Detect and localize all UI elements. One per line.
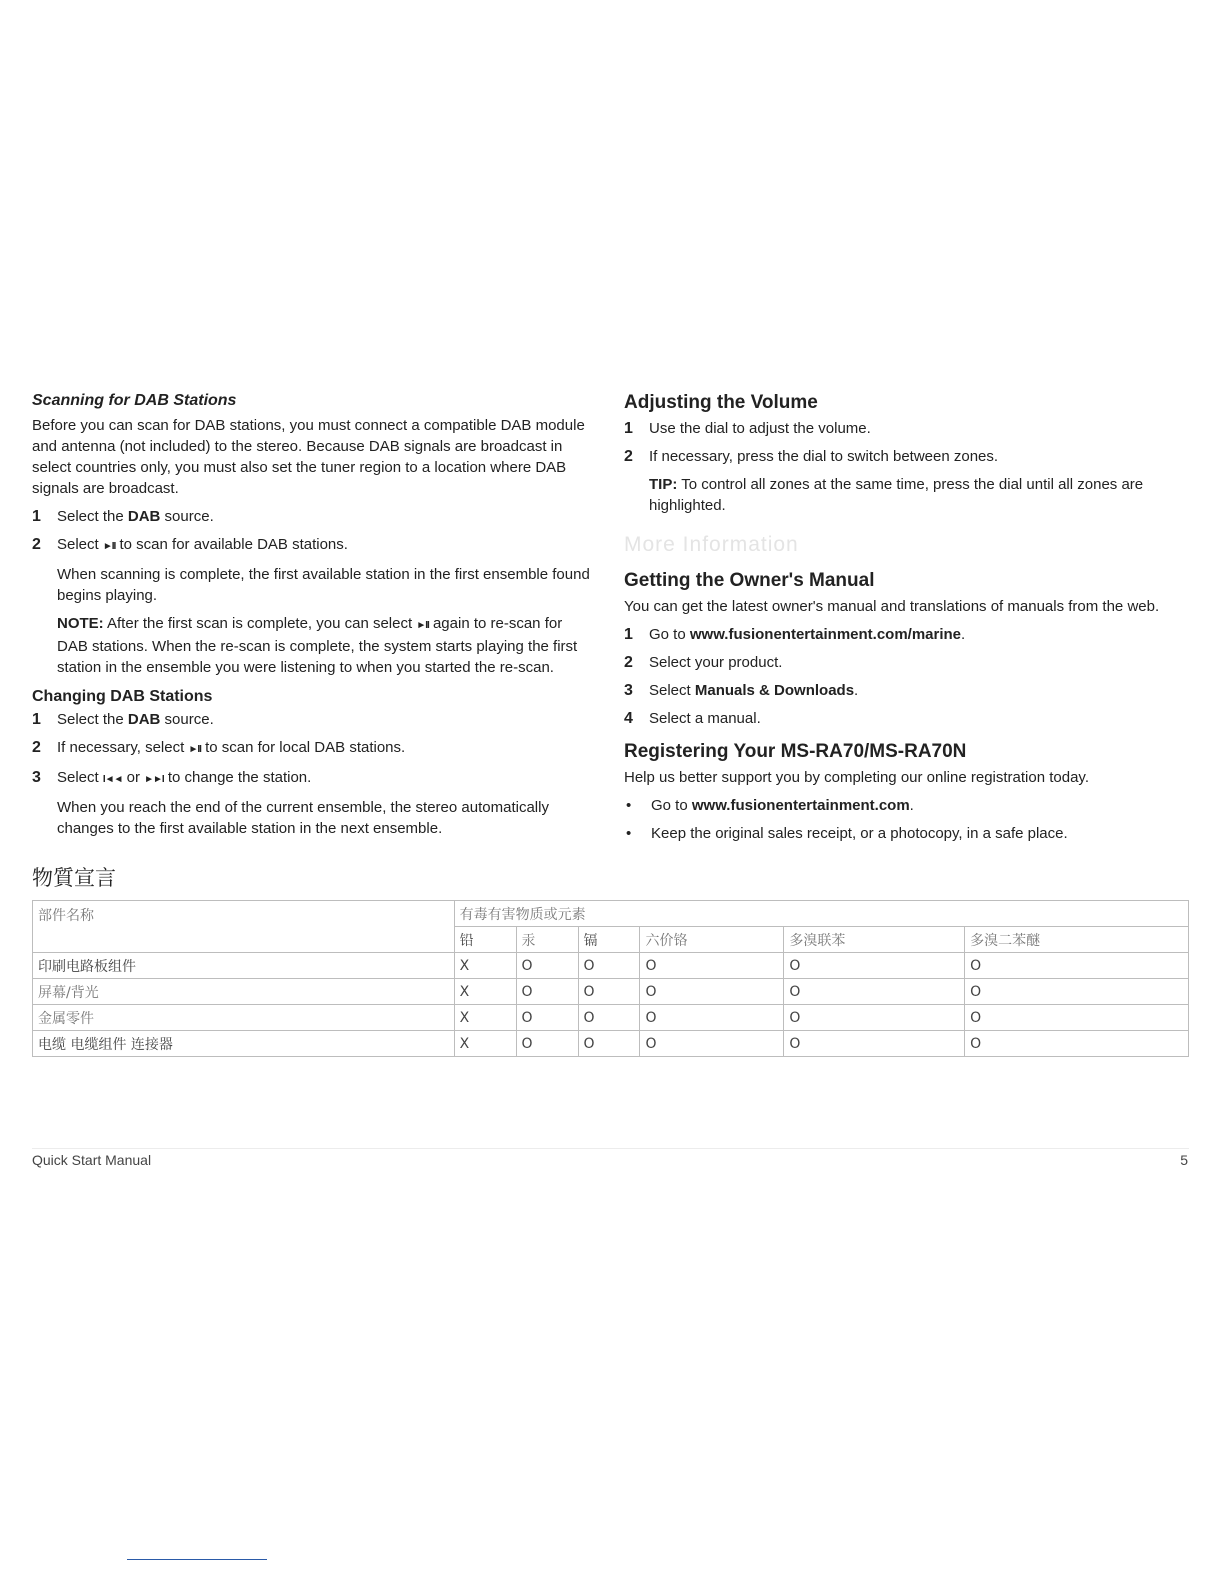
table-cell: O bbox=[640, 1005, 784, 1031]
footer-title: Quick Start Manual bbox=[32, 1152, 152, 1168]
step-text bbox=[57, 737, 597, 760]
table-cell: O bbox=[640, 979, 784, 1005]
table-cell: O bbox=[640, 953, 784, 979]
change-step bbox=[32, 709, 597, 730]
bullet-text: Keep the original sales receipt, or a photocopy, in a safe place. bbox=[651, 825, 1068, 842]
table-row bbox=[33, 1031, 1189, 1057]
step-number: 4 bbox=[624, 710, 633, 727]
volume-tip bbox=[649, 474, 1194, 516]
change-step bbox=[32, 737, 597, 760]
part-name: 屏幕/背光 bbox=[33, 979, 455, 1005]
scan-heading: Scanning for DAB Stations bbox=[32, 392, 237, 409]
step-text-part: to scan for available DAB stations. bbox=[115, 536, 348, 553]
bullet-text-part: Go to bbox=[651, 797, 692, 814]
manual-step bbox=[624, 708, 1194, 729]
scan-step bbox=[32, 534, 597, 557]
step-text bbox=[649, 680, 1194, 701]
step-number: 1 bbox=[624, 420, 633, 437]
play-pause-icon: ►II bbox=[188, 744, 201, 755]
manual-link[interactable]: www.fusionentertainment.com/marine bbox=[689, 626, 962, 643]
change-heading: Changing DAB Stations bbox=[32, 688, 213, 705]
step-number: 2 bbox=[32, 739, 41, 756]
substance-name: 六价铬 bbox=[640, 927, 784, 953]
note-text: again to re-scan for DAB stations. When the re-scan is complete, the system starts playing the first station in the ensemble you were listening to when you started the re-scan. bbox=[57, 615, 578, 676]
page-number: 5 bbox=[1180, 1152, 1188, 1168]
table-cell: O bbox=[516, 1031, 578, 1057]
table-cell: O bbox=[784, 979, 965, 1005]
step-text-part: Select bbox=[57, 769, 103, 786]
tip-label: TIP: bbox=[649, 476, 678, 493]
substance-name: 多溴联苯 bbox=[784, 927, 965, 953]
step-text bbox=[57, 506, 597, 527]
tip-text: To control all zones at the same time, press the dial until all zones are highlighted. bbox=[649, 476, 1144, 514]
table-cell: O bbox=[578, 1005, 640, 1031]
step-bold-term: DAB bbox=[127, 711, 161, 728]
note-label: NOTE: bbox=[57, 615, 104, 632]
note-text: After the first scan is complete, you can select bbox=[103, 615, 417, 632]
step-text: If necessary, press the dial to switch between zones. bbox=[649, 448, 999, 465]
step-text-part: If necessary, select bbox=[57, 739, 189, 756]
volume-step bbox=[624, 418, 1194, 439]
table-cell: O bbox=[578, 979, 640, 1005]
register-intro: Help us better support you by completing our online registration today. bbox=[624, 769, 1089, 786]
step-bold-term: Manuals & Downloads bbox=[694, 682, 855, 699]
table-row bbox=[33, 1005, 1189, 1031]
step-text-part: . bbox=[961, 626, 966, 643]
table-cell: X bbox=[454, 1031, 516, 1057]
scan-result: When scanning is complete, the first available station in the first ensemble found begins playing. bbox=[57, 566, 590, 604]
volume-heading: Adjusting the Volume bbox=[624, 392, 818, 413]
change-step bbox=[32, 767, 597, 790]
register-bullet bbox=[624, 823, 1194, 844]
bullet-dot: • bbox=[626, 797, 632, 814]
next-icon: ►►I bbox=[144, 774, 164, 785]
manual-step bbox=[624, 624, 1194, 645]
step-text-part: or bbox=[122, 769, 145, 786]
step-number: 1 bbox=[624, 626, 633, 643]
scan-intro: Before you can scan for DAB stations, you must connect a compatible DAB module and antenna (not included) to the stereo. Because DAB signals are broadcast in select countries only, you must also set the tuner region to a location where DAB signals are broadcast. bbox=[32, 417, 585, 497]
step-text bbox=[57, 767, 597, 790]
substance-name: 铅 bbox=[454, 927, 516, 953]
register-heading: Registering Your MS-RA70/MS-RA70N bbox=[624, 741, 967, 762]
left-column bbox=[32, 390, 597, 839]
bullet-dot: • bbox=[626, 825, 632, 842]
table-cell: O bbox=[516, 953, 578, 979]
scan-step bbox=[32, 506, 597, 527]
step-text-part: to change the station. bbox=[163, 769, 312, 786]
bullet-text-part: . bbox=[909, 797, 914, 814]
substance-name: 汞 bbox=[516, 927, 578, 953]
declaration-table bbox=[32, 900, 1189, 1057]
step-text-part: source. bbox=[160, 508, 214, 525]
change-result: When you reach the end of the current ensemble, the stereo automatically changes to the first available station in the next ensemble. bbox=[57, 799, 549, 837]
table-cell: O bbox=[784, 1005, 965, 1031]
step-text-part: Select bbox=[649, 682, 695, 699]
step-text bbox=[649, 624, 1194, 645]
play-pause-icon: ►II bbox=[416, 620, 429, 631]
step-number: 3 bbox=[624, 682, 633, 699]
step-text-part: Select the bbox=[57, 508, 128, 525]
table-row bbox=[33, 979, 1189, 1005]
table-cell: O bbox=[578, 953, 640, 979]
bottom-rule bbox=[127, 1559, 267, 1560]
table-cell: O bbox=[965, 1005, 1189, 1031]
manual-step bbox=[624, 652, 1194, 673]
register-link[interactable]: www.fusionentertainment.com bbox=[691, 797, 910, 814]
part-header: 部件名称 bbox=[33, 901, 455, 953]
table-cell: O bbox=[516, 1005, 578, 1031]
step-number: 2 bbox=[624, 654, 633, 671]
step-text-part: Go to bbox=[649, 626, 690, 643]
scan-note bbox=[57, 613, 597, 678]
part-name: 电缆 电缆组件 连接器 bbox=[33, 1031, 455, 1057]
substance-name: 镉 bbox=[578, 927, 640, 953]
table-header-row bbox=[33, 901, 1189, 927]
table-cell: O bbox=[965, 1031, 1189, 1057]
register-bullet bbox=[624, 795, 1194, 816]
part-name: 金属零件 bbox=[33, 1005, 455, 1031]
step-text-part: Select bbox=[57, 536, 103, 553]
part-name: 印刷电路板组件 bbox=[33, 953, 455, 979]
table-cell: X bbox=[454, 979, 516, 1005]
step-text: Select your product. bbox=[649, 654, 783, 671]
table-cell: O bbox=[784, 1031, 965, 1057]
step-text bbox=[57, 709, 597, 730]
table-cell: O bbox=[578, 1031, 640, 1057]
table-cell: X bbox=[454, 1005, 516, 1031]
step-number: 2 bbox=[32, 536, 41, 553]
more-info-heading: More Information bbox=[624, 533, 799, 556]
step-text: Use the dial to adjust the volume. bbox=[649, 420, 871, 437]
declaration-title: 物質宣言 bbox=[32, 866, 116, 890]
step-text-part: source. bbox=[160, 711, 214, 728]
footer-divider bbox=[32, 1148, 1189, 1149]
step-text-part: to scan for local DAB stations. bbox=[200, 739, 406, 756]
table-cell: O bbox=[965, 953, 1189, 979]
table-cell: O bbox=[640, 1031, 784, 1057]
table-cell: X bbox=[454, 953, 516, 979]
step-bold-term: DAB bbox=[127, 508, 161, 525]
step-number: 3 bbox=[32, 769, 41, 786]
substance-name: 多溴二苯醚 bbox=[965, 927, 1189, 953]
step-text: Select a manual. bbox=[649, 710, 761, 727]
substance-header: 有毒有害物质或元素 bbox=[454, 901, 1188, 927]
manual-step bbox=[624, 680, 1194, 701]
volume-step bbox=[624, 446, 1194, 467]
step-text-part: . bbox=[854, 682, 859, 699]
table-row bbox=[33, 953, 1189, 979]
step-number: 1 bbox=[32, 711, 41, 728]
manual-heading: Getting the Owner's Manual bbox=[624, 570, 875, 591]
table-cell: O bbox=[516, 979, 578, 1005]
previous-icon: I◄◄ bbox=[102, 774, 123, 785]
bullet-text bbox=[651, 795, 914, 816]
right-column bbox=[624, 390, 1194, 844]
manual-intro: You can get the latest owner's manual and translations of manuals from the web. bbox=[624, 598, 1160, 615]
play-pause-icon: ►II bbox=[102, 541, 116, 552]
table-cell: O bbox=[784, 953, 965, 979]
step-text bbox=[57, 534, 597, 557]
step-number: 2 bbox=[624, 448, 633, 465]
step-number: 1 bbox=[32, 508, 41, 525]
table-cell: O bbox=[965, 979, 1189, 1005]
step-text-part: Select the bbox=[57, 711, 128, 728]
